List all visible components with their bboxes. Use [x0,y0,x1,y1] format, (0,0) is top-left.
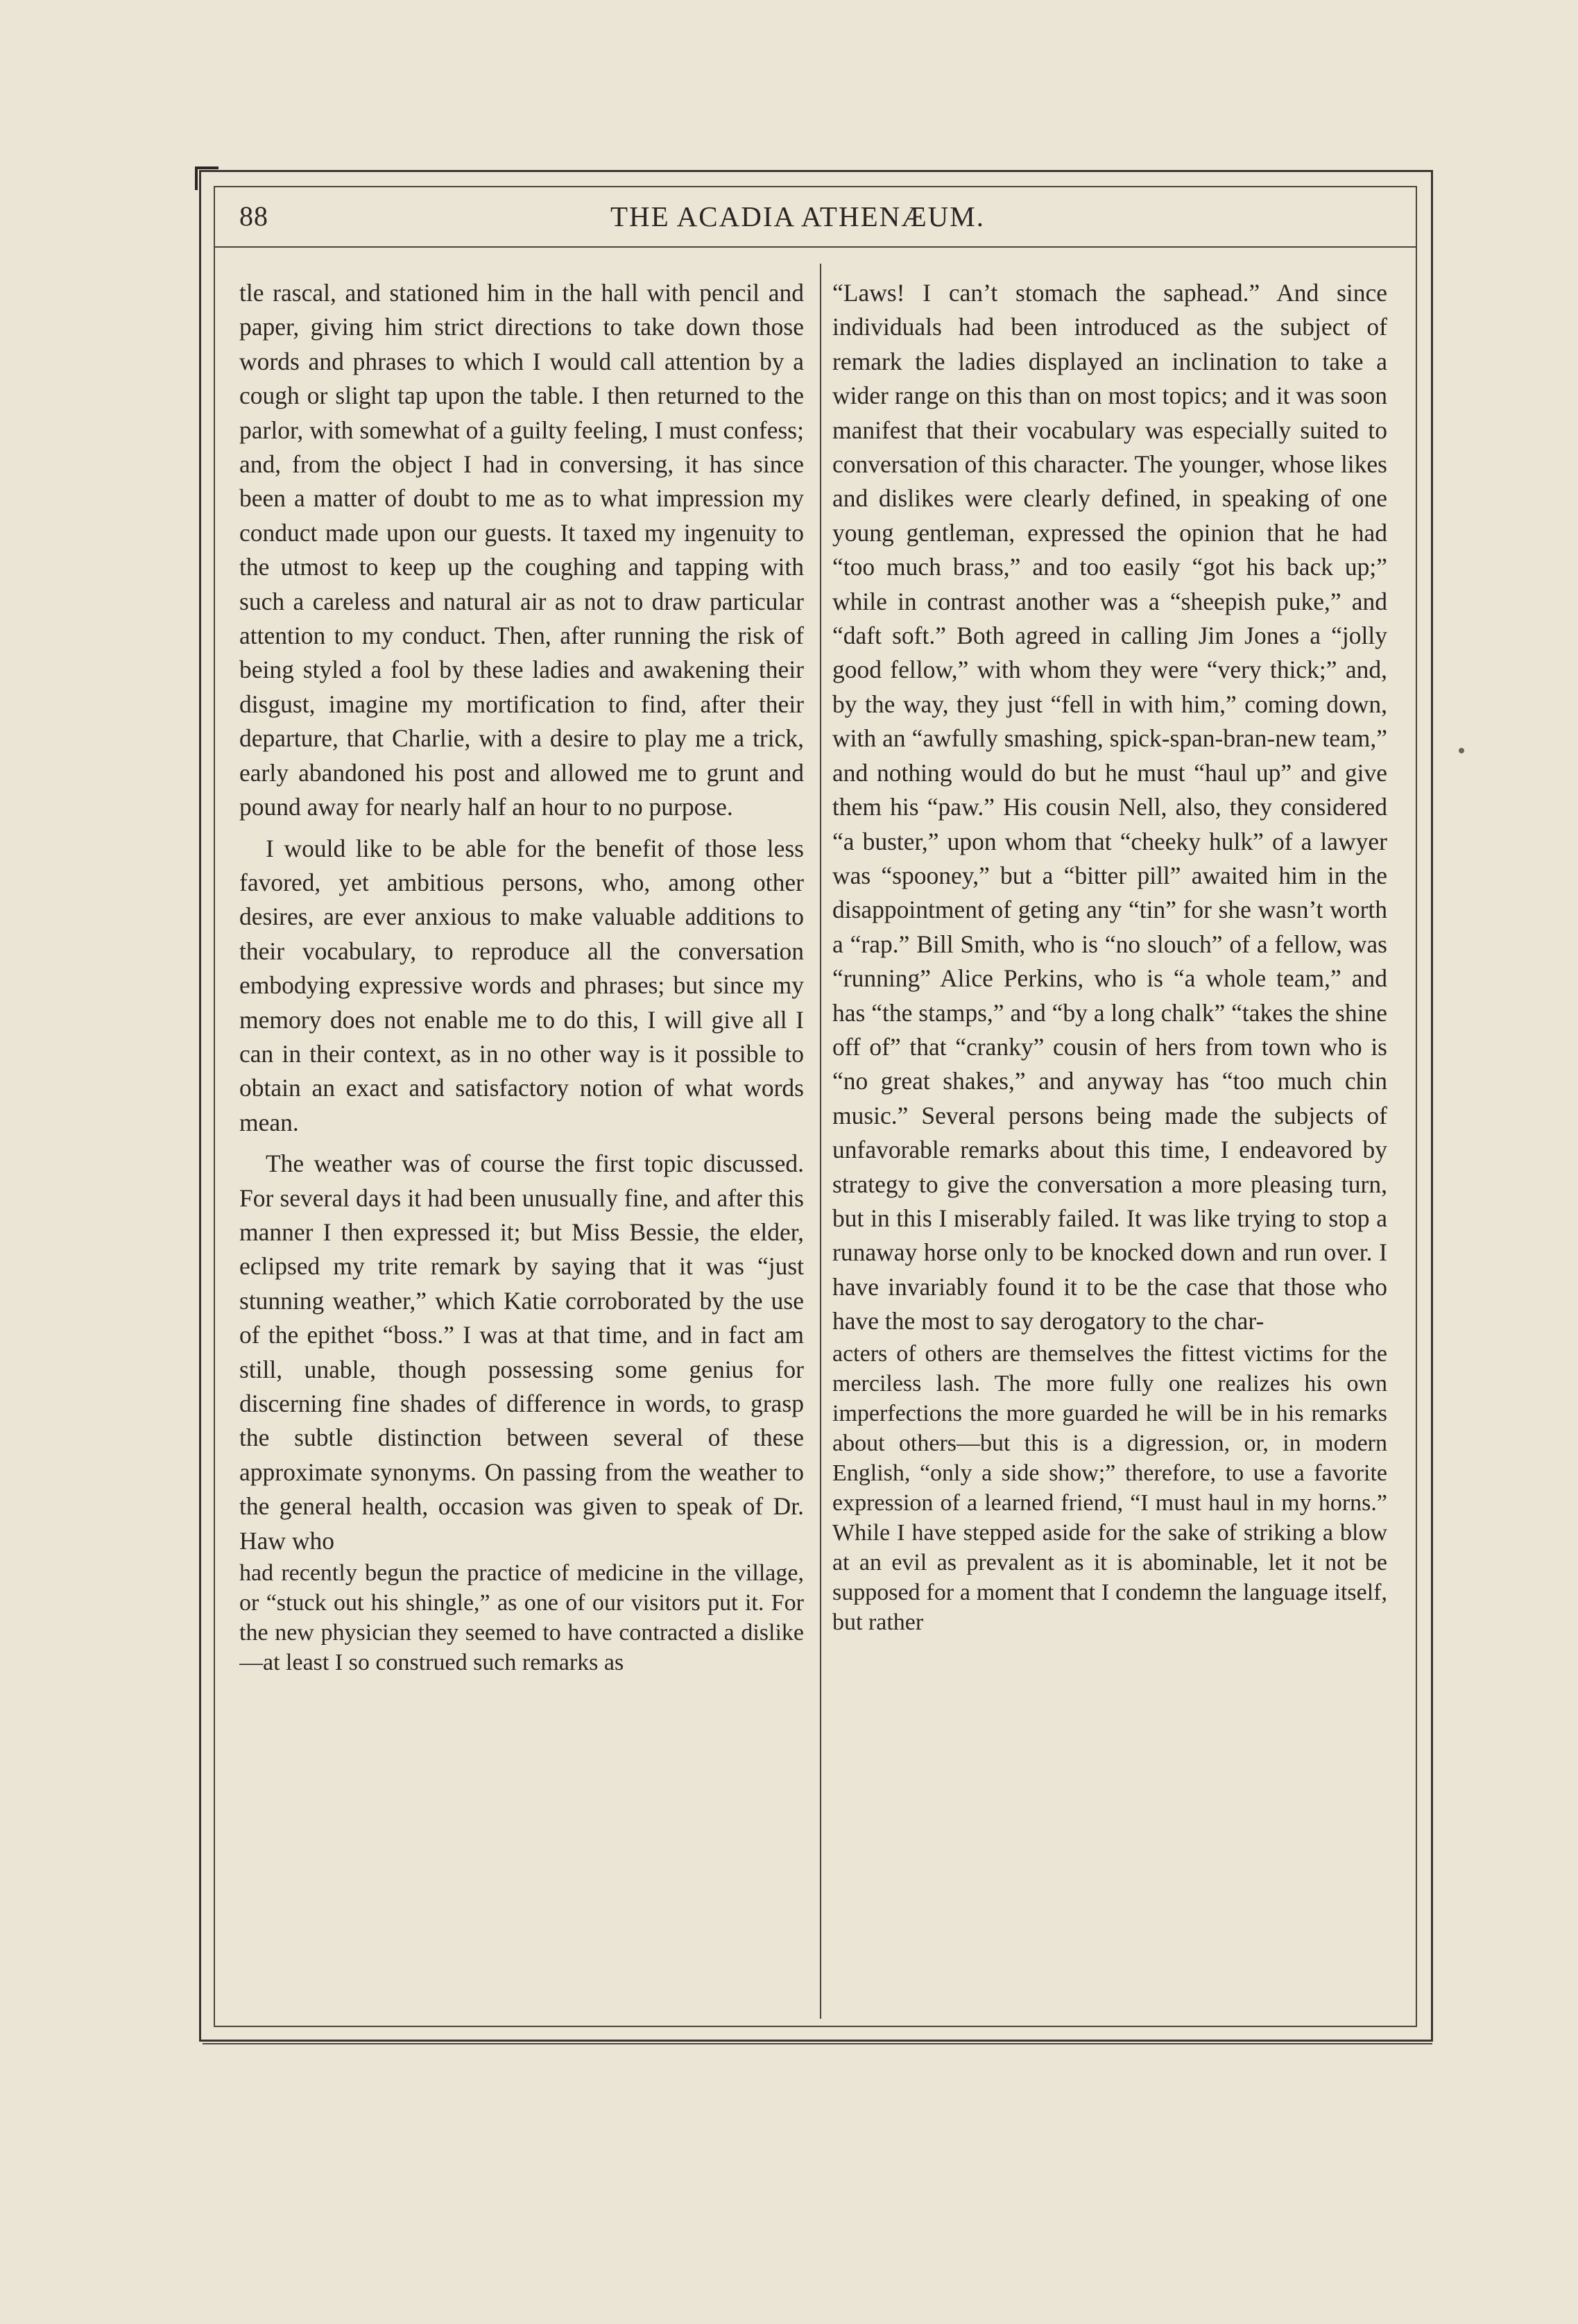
right-column [832,276,1387,1990]
column-divider [820,264,821,2019]
corner-mark [195,166,218,190]
paragraph: had recently begun the practice of medicine in the village, or “stuck out his shingle,” as one of our visitors put it. For the new physician they seemed to have contracted a dislike—at least I so construed such remarks as [239,1560,804,1676]
header-rule [214,246,1416,248]
running-head: THE ACADIA ATHENÆUM. [610,200,985,232]
page-number: 88 [239,200,268,232]
left-column [239,276,804,1990]
paragraph: tle rascal, and stationed him in the hall with pencil and paper, giving him strict directions to take down those words and phrases to which I would call attention by a cough or slight tap upon the table. I then returned to the parlor, with somewhat of a guilty feeling, I must confess; and, from the object I had in conversing, it has since been a matter of doubt to me as to what impression my conduct made upon our guests. It taxed my ingenuity to the utmost to keep up the coughing and tapping with such a careless and natural air as not to draw particular attention to my conduct. Then, after running the risk of being styled a fool by these ladies and awakening their disgust, imagine my mortification to find, after their departure, that Charlie, with a desire to play me a trick, early abandoned his post and allowed me to grunt and pound away for nearly half an hour to no purpose. [239,279,804,821]
paragraph: “Laws! I can’t stomach the saphead.” And since individuals had been introduced as the subject of remark the ladies displayed an inclination to take a wider range on this than on most topics; and it was soon manifest that their vocabulary was especially suited to conversation of this character. The younger, whose likes and dislikes were clearly defined, in speaking of one young gentleman, expressed the opinion that he had “too much brass,” and too easily “got his back up;” while in contrast another was a “sheepish puke,” and “daft soft.” Both agreed in calling Jim Jones a “jolly good fellow,” with whom they were “very thick;” and, by the way, they just “fell in with him,” coming down, with an “awfully smashing, spick-span-bran-new team,” and nothing would do but he must “haul up” and give them his “paw.” His cousin Nell, also, they considered “a buster,” upon whom that “cheeky hulk” of a lawyer was “spooney,” but a “bitter pill” awaited him in the disappointment of geting any “tin” for she wasn’t worth a “rap.” Bill Smith, who is “no slouch” of a fellow, was “running” Alice Perkins, who is “a whole team,” and has “the stamps,” and “by a long chalk” “takes the shine off of” that “cranky” cousin of hers from town who is “no great shakes,” and anyway has “too much chin music.” Several persons being made the subjects of unfavorable remarks about this time, I endeavored by strategy to give the conversation a more pleasing turn, but in this I miserably failed. It was like trying to stop a runaway horse only to be knocked down and run over. I have invariably found it to be the case that those who have the most to say derogatory to the char- [832,279,1387,1335]
paragraph: I would like to be able for the benefit of those less favored, yet ambitious persons, who, among other desires, are ever anxious to make valuable additions to their vocabulary, to reproduce all the conversation embodying expressive words and phrases; but since my memory does not enable me to do this, I will give all I can in their context, as in no other way is it possible to obtain an exact and satisfactory notion of what words mean. [239,834,804,1136]
paragraph: acters of others are themselves the fittest victims for the merciless lash. The more fully one realizes his own imperfections the more guarded he will be in his remarks about others—but this is a digression, or, in modern English, “only a side show;” therefore, to use a favorite expression of a learned friend, “I must haul in my horns.” While I have stepped aside for the sake of striking a blow at an evil as prevalent as it is abominable, let it not be supposed for a moment that I condemn the language itself, but rather [832,1340,1387,1635]
bottom-rule [203,2043,1432,2044]
ink-spot [1459,748,1464,753]
paragraph: The weather was of course the first topic discussed. For several days it had been unusually fine, and after this manner I then expressed it; but Miss Bessie, the elder, eclipsed my trite remark by saying that it was “just stunning weather,” which Katie corroborated by the use of the epithet “boss.” I was at that time, and in fact am still, unable, though possessing some genius for discerning fine shades of difference in words, to grasp the subtle distinction between several of these approximate synonyms. On passing from the weather to the general health, occasion was given to speak of Dr. Haw who [239,1150,804,1555]
